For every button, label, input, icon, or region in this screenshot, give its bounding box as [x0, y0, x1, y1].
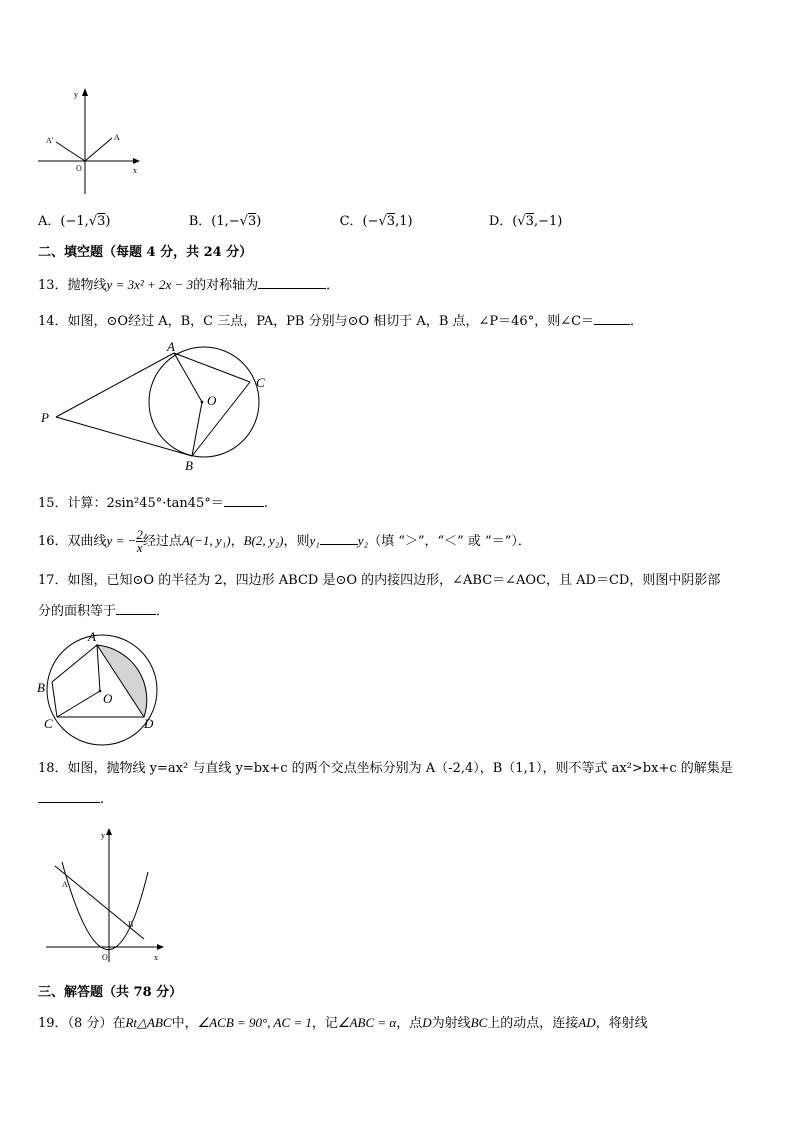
question-14: 14．如图，⊙O经过 A，B，C 三点，PA，PB 分别与⊙O 相切于 A，B 点，∠P＝46°，则∠C＝ ．: [38, 314, 644, 329]
label-A: A: [167, 339, 175, 354]
side-BC: [52, 682, 57, 717]
fraction-2-over-x: $\frac{2}{x}$: [136, 527, 143, 555]
option-b[interactable]: B．(1,−√3): [188, 214, 262, 229]
y-axis-arrow: [82, 88, 88, 96]
label-C: C: [256, 375, 265, 390]
segment-OA-prime: [56, 142, 85, 161]
label-A: A: [114, 133, 120, 142]
x-axis-arrow: [133, 158, 140, 164]
option-c[interactable]: C．(−√3,1): [339, 214, 413, 229]
question-17-line-1: 17．如图，已知⊙O 的半径为 2，四边形 ABCD 是⊙O 的内接四边形，∠ABC＝∠AOC，且 AD＝CD，则图中阴影部: [38, 573, 721, 588]
x-axis-arrow: [157, 944, 164, 950]
label-A: A: [62, 880, 68, 889]
parabola-curve: [62, 862, 148, 950]
segment-AO: [97, 645, 100, 691]
question-19: 19．（8 分）在Rt△ABC中，∠ACB = 90°, AC = 1，记∠ABC = α，点D为射线BC上的动点，连接AD，将射线: [38, 1015, 648, 1031]
answer-blank-15[interactable]: [224, 494, 264, 507]
chord-BC: [192, 382, 250, 456]
question-16: 16．双曲线y = − $\frac{2}{x}$ 经过点A(−1, y₁)，B(2, y₂)，则y₁ y₂（填 “＞”，“＜” 或 “＝”）．: [38, 527, 531, 555]
question-15: 15．计算：2sin²45°·tan45°＝ .: [38, 496, 268, 511]
side-AB: [52, 645, 97, 682]
label-C: C: [44, 716, 53, 731]
segment-OA: [85, 138, 112, 161]
label-B: B: [185, 458, 193, 473]
label-O: O: [207, 393, 217, 408]
option-a[interactable]: A．(−1,√3): [38, 214, 111, 229]
segment-OC: [57, 691, 100, 717]
answer-blank-16[interactable]: [320, 532, 358, 545]
section-3-heading: 三、解答题（共 78 分）: [38, 985, 183, 1000]
figure-q18-parabola-line: [40, 824, 170, 964]
label-x: x: [154, 953, 158, 962]
figure-q14-circle-tangents: [36, 338, 286, 476]
label-A-prime: A': [46, 136, 54, 145]
section-2-heading: 二、填空题（每题 4 分，共 24 分）: [38, 245, 253, 260]
label-B: B: [128, 920, 134, 929]
q12-options: [38, 213, 562, 231]
question-17-line-2: 分的面积等于 ．: [38, 604, 170, 619]
center-O-dot: [201, 401, 204, 404]
label-B: B: [37, 680, 45, 695]
y-axis-arrow: [106, 828, 112, 835]
answer-blank-14[interactable]: [594, 312, 630, 325]
center-O-dot: [99, 690, 102, 693]
question-13: 13．抛物线y = 3x² + 2x − 3的对称轴为 ．: [38, 277, 340, 293]
question-18-line-1: 18．如图，抛物线 y=ax² 与直线 y=bx+c 的两个交点坐标分别为 A（-2,4），B（1,1），则不等式 ax²>bx+c 的解集是: [38, 761, 733, 776]
label-y: y: [74, 90, 78, 99]
label-A: A: [88, 629, 96, 644]
answer-blank-18[interactable]: [38, 790, 100, 803]
tangent-PA: [56, 353, 174, 417]
label-O: O: [103, 691, 113, 706]
label-O: O: [102, 953, 108, 962]
option-d[interactable]: D．(√3,−1): [488, 214, 563, 229]
label-O: O: [76, 164, 82, 173]
label-P: P: [41, 410, 49, 425]
figure-q17-inscribed-quadrilateral: [34, 628, 164, 750]
shaded-segment-AD: [97, 645, 147, 717]
radius-OB: [192, 402, 202, 456]
radius-OA: [174, 353, 202, 402]
tangent-PB: [56, 417, 192, 456]
answer-blank-13[interactable]: [258, 276, 326, 289]
figure-q12-axes: [36, 86, 148, 198]
chord-AC: [174, 353, 250, 382]
question-18-line-2: .: [38, 790, 104, 809]
answer-blank-17[interactable]: [116, 602, 156, 615]
label-D: D: [144, 716, 154, 731]
label-y: y: [101, 831, 105, 840]
label-x: x: [133, 166, 137, 175]
